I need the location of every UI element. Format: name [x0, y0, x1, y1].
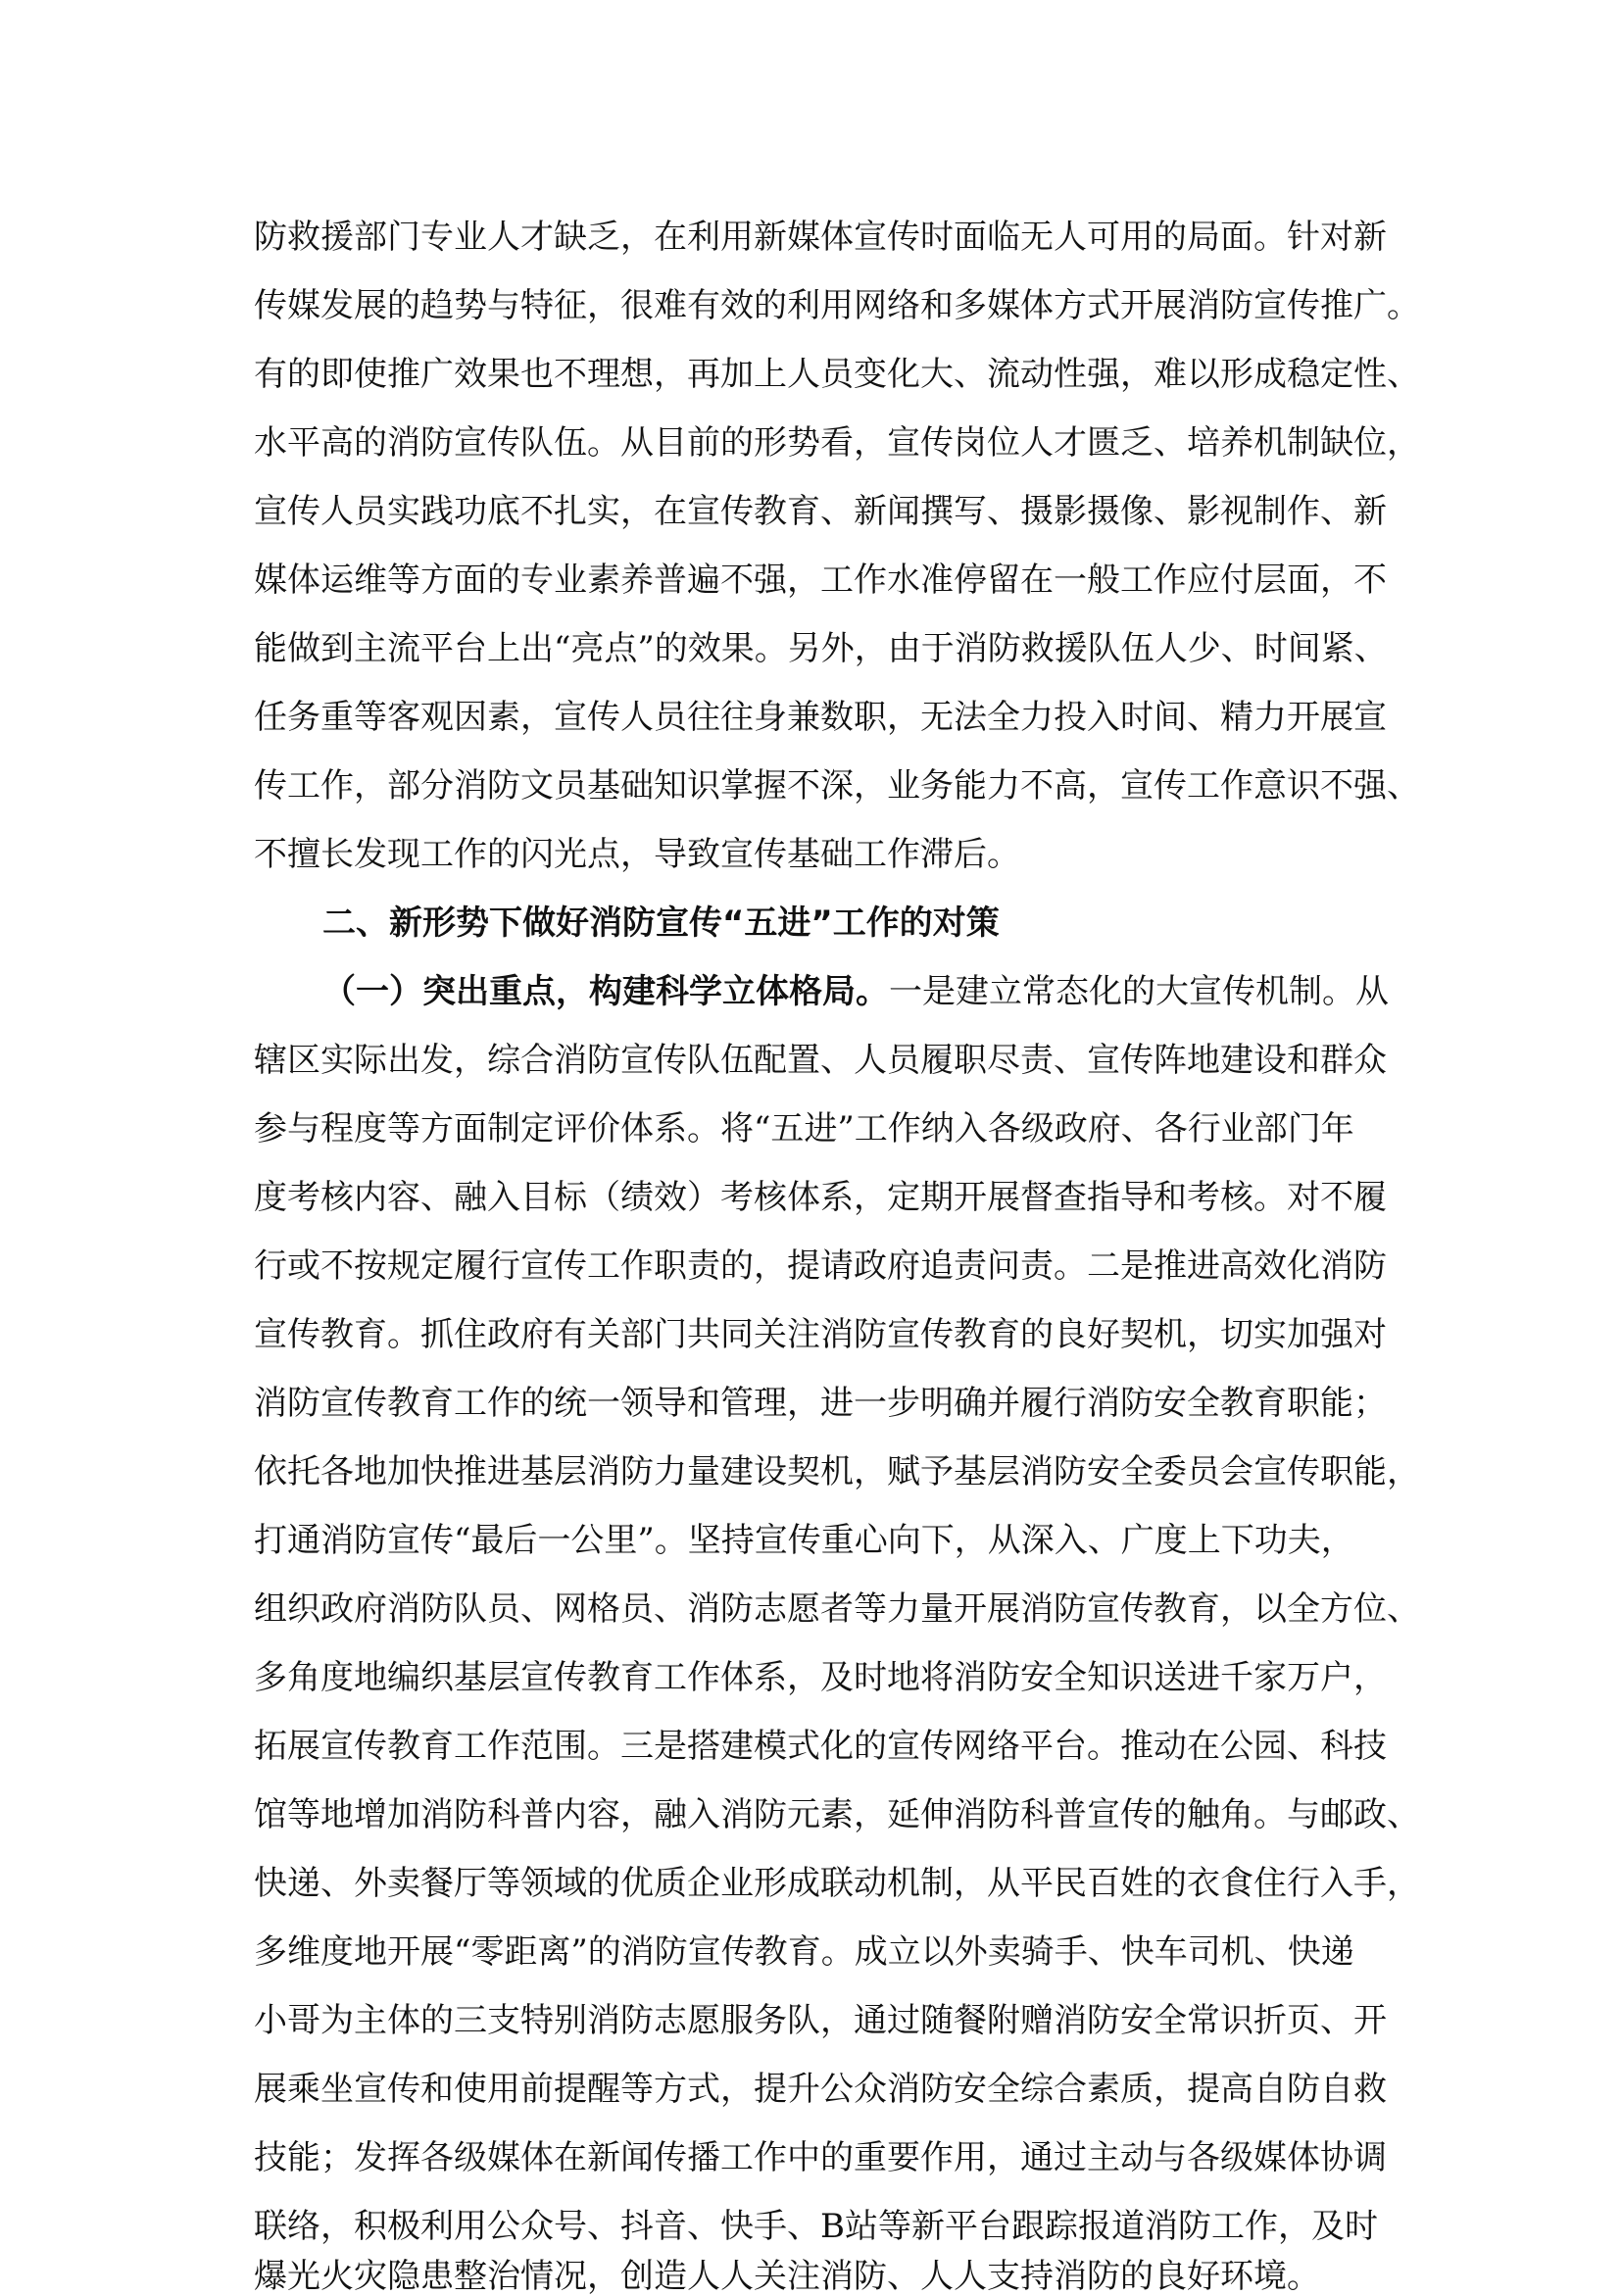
body-line: [254, 1095, 1354, 1163]
body-line: [254, 203, 1387, 271]
line-text: 依托各地加快推进基层消防力量建设契机，赋予基层消防安全委员会宣传职能，: [254, 1452, 1420, 1491]
line-text: 水平高的消防宣传队伍。从目前的形势看，宣传岗位人才匮乏、培养机制缺位，: [254, 423, 1420, 463]
line-text: 多维度地开展“零距离”的消防宣传教育。成立以外卖骑手、快车司机、快递: [254, 1932, 1354, 1972]
body-line: [254, 1849, 1420, 1918]
line-text: 宣传教育。抓住政府有关部门共同关注消防宣传教育的良好契机，切实加强对: [254, 1315, 1387, 1354]
line-text: 媒体运维等方面的专业素养普遍不强，工作水准停留在一般工作应付层面，不: [254, 561, 1387, 600]
line-text: 传工作，部分消防文员基础知识掌握不深，业务能力不高，宣传工作意识不强、: [254, 766, 1420, 806]
body-line: [254, 1918, 1354, 1986]
line-text: 组织政府消防队员、网格员、消防志愿者等力量开展消防宣传教育，以全方位、: [254, 1589, 1420, 1629]
line-text: 防救援部门专业人才缺乏，在利用新媒体宣传时面临无人可用的局面。针对新: [254, 218, 1387, 257]
body-line: [254, 752, 1420, 820]
section-heading: [322, 889, 1000, 957]
body-line: [254, 1163, 1387, 1232]
body-line: [254, 1712, 1387, 1781]
body-line: [254, 2257, 1320, 2296]
body-line: [254, 409, 1420, 477]
line-text: 拓展宣传教育工作范围。三是搭建模式化的宣传网络平台。推动在公园、科技: [254, 1727, 1387, 1766]
body-line: [254, 683, 1387, 752]
body-line: [254, 1781, 1420, 1849]
line-text: 联络，积极利用公众号、抖音、快手、B站等新平台跟踪报道消防工作，及时: [254, 2207, 1378, 2246]
body-line: [254, 1026, 1387, 1095]
body-line: [254, 1438, 1420, 1506]
line-text: 传媒发展的趋势与特征，很难有效的利用网络和多媒体方式开展消防宣传推广。: [254, 286, 1420, 325]
line-text: 馆等地增加消防科普内容，融入消防元素，延伸消防科普宣传的触角。与邮政、: [254, 1795, 1420, 1834]
line-text: 技能；发挥各级媒体在新闻传播工作中的重要作用，通过主动与各级媒体协调: [254, 2138, 1387, 2177]
line-text: 打通消防宣传“最后一公里”。坚持宣传重心向下，从深入、广度上下功夫，: [254, 1521, 1354, 1560]
body-line: [254, 1575, 1420, 1643]
line-text: 爆光火灾隐患整治情况，创造人人关注消防、人人支持消防的良好环境。: [254, 2257, 1320, 2296]
body-line: [254, 2124, 1387, 2192]
line-text: 不擅长发现工作的闪光点，导致宣传基础工作滞后。: [254, 835, 1020, 874]
body-line: [254, 271, 1420, 340]
line-text: 有的即使推广效果也不理想，再加上人员变化大、流动性强，难以形成稳定性、: [254, 355, 1420, 394]
body-line: [254, 546, 1387, 614]
body-line: [254, 477, 1387, 546]
body-line: [254, 2192, 1378, 2261]
body-line: [254, 1506, 1354, 1575]
line-text: 宣传人员实践功底不扎实，在宣传教育、新闻撰写、摄影摄像、影视制作、新: [254, 492, 1387, 531]
line-text: 多角度地编织基层宣传教育工作体系，及时地将消防安全知识送进千家万户，: [254, 1658, 1387, 1697]
body-line: [254, 1643, 1387, 1712]
body-line: [254, 1300, 1387, 1369]
line-text: 度考核内容、融入目标（绩效）考核体系，定期开展督查指导和考核。对不履: [254, 1178, 1387, 1217]
line-text: 任务重等客观因素，宣传人员往往身兼数职，无法全力投入时间、精力开展宣: [254, 698, 1387, 737]
line-text: 快递、外卖餐厅等领域的优质企业形成联动机制，从平民百姓的衣食住行入手，: [254, 1864, 1420, 1903]
line-text: 展乘坐宣传和使用前提醒等方式，提升公众消防安全综合素质，提高自防自救: [254, 2070, 1387, 2109]
line-text: 参与程度等方面制定评价体系。将“五进”工作纳入各级政府、各行业部门年: [254, 1109, 1354, 1148]
line-text: 一是建立常态化的大宣传机制。从: [889, 972, 1389, 1011]
body-line: [254, 820, 1020, 889]
body-line: [254, 614, 1388, 683]
line-text: 行或不按规定履行宣传工作职责的，提请政府追责问责。二是推进高效化消防: [254, 1246, 1387, 1286]
line-text: 小哥为主体的三支特别消防志愿服务队，通过随餐附赠消防安全常识折页、开: [254, 2001, 1387, 2040]
body-line: [254, 1986, 1387, 2055]
heading-text: 二、新形势下做好消防宣传“五进”工作的对策: [322, 904, 1000, 943]
line-text: 能做到主流平台上出“亮点”的效果。另外，由于消防救援队伍人少、时间紧、: [254, 629, 1388, 668]
body-line: [254, 1232, 1387, 1300]
body-line: [254, 1369, 1387, 1438]
subheading-text: （一）突出重点，构建科学立体格局。: [322, 972, 889, 1011]
body-line: [254, 340, 1420, 409]
body-line: [254, 2055, 1387, 2124]
line-text: 消防宣传教育工作的统一领导和管理，进一步明确并履行消防安全教育职能；: [254, 1384, 1387, 1423]
line-text: 辖区实际出发，综合消防宣传队伍配置、人员履职尽责、宣传阵地建设和群众: [254, 1041, 1387, 1080]
body-line: [322, 957, 1389, 1026]
